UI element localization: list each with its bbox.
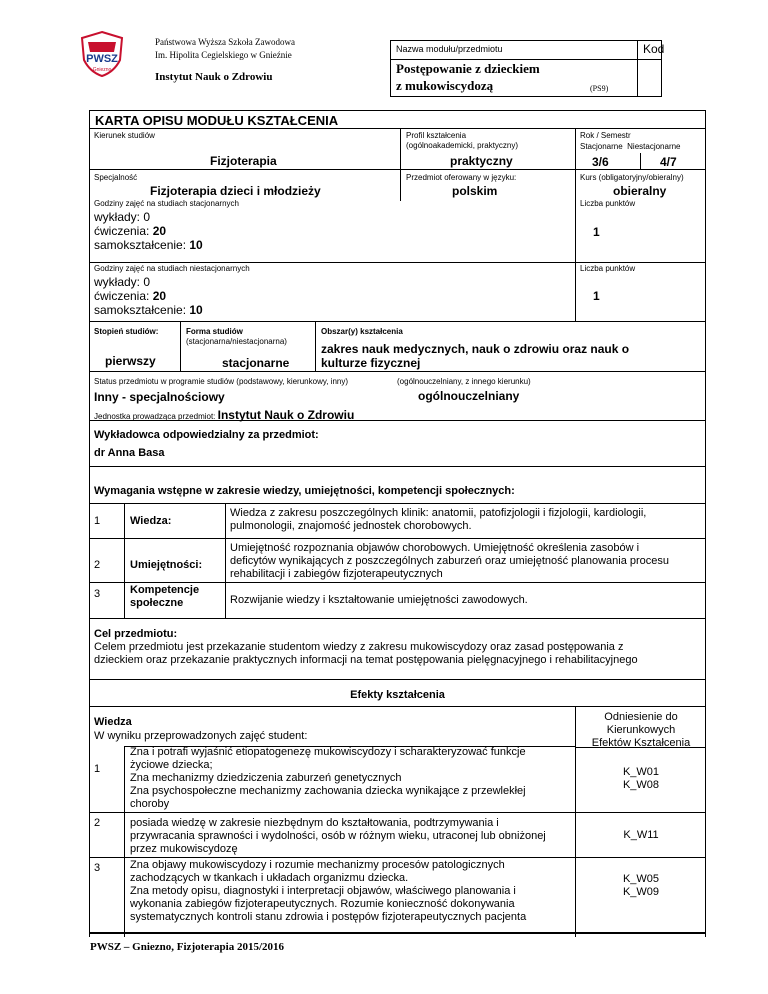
year-stationary-value: 3/6 [592, 155, 609, 169]
effect-references [576, 873, 706, 899]
reference-header-line: Odniesienie do [604, 711, 678, 723]
effect-text-line: choroby [130, 798, 170, 810]
effect-text-line: Zna psychospołeczne mechanizmy zachowania dziecka wynikające z przewlekłej [130, 785, 526, 797]
general-value: ogólnouczelniany [418, 389, 520, 403]
effects-heading: Efekty kształcenia [350, 689, 445, 701]
effect-reference: K_W01 [622, 766, 660, 778]
area-value-line1: zakres nauk medycznych, nauk o zdrowiu oraz nauk o [321, 342, 630, 356]
area-value-line2: kulturze fizycznej [321, 356, 421, 370]
requirement-label [130, 584, 199, 610]
lecturer-heading: Wykładowca odpowiedzialny za przedmiot: [94, 429, 319, 441]
year-nonstationary-value: 4/7 [660, 155, 677, 169]
effect-text-line: życiowe dziecka; [130, 759, 213, 771]
hours-nonstationary-self-study [94, 303, 203, 317]
effect-reference: K_W08 [622, 779, 660, 791]
self-study-label: samokształcenie: [94, 238, 190, 252]
effect-number: 3 [94, 862, 101, 874]
form-label-1: Forma studiów [186, 327, 243, 336]
effect-text [130, 817, 546, 856]
course-type-label: Kurs (obligatoryjny/obieralny) [580, 173, 684, 182]
profile-value: praktyczny [450, 154, 513, 168]
specialty-value: Fizjoterapia dzieci i młodzieży [150, 184, 321, 198]
requirement-text-line: Umiejętność rozpoznania objawów chorobowych. Umiejętność określenia zasobów i [230, 542, 640, 554]
goal-text-line: dzieckiem oraz przekazanie praktycznych informacji na temat postępowania pielęgnacyjnego i rehabilitacyjnego [94, 654, 638, 666]
effect-number: 2 [94, 817, 101, 829]
requirement-text-line: deficytów wynikających z poszczególnych zaburzeń oraz umiejętność planowania procesu [230, 555, 670, 567]
reference-header-line: Efektów Kształcenia [591, 737, 691, 749]
general-label: (ogólnouczelniany, z innego kierunku) [397, 377, 531, 386]
requirement-label-line: społeczne [130, 597, 184, 609]
logo-text: PWSZ [86, 53, 118, 65]
reference-header-line: Kierunkowych [606, 724, 676, 736]
requirement-number: 3 [94, 588, 101, 600]
requirement-label: Umiejętności: [130, 559, 203, 571]
exercises-label: ćwiczenia: [94, 289, 153, 303]
points-stationary-value: 1 [593, 225, 600, 239]
teaching-unit-label: Jednostka prowadząca przedmiot: [94, 412, 218, 421]
requirement-text [230, 507, 646, 533]
effect-reference: K_W11 [623, 829, 659, 841]
effect-text-line: systematycznych kontroli stanu zdrowia i postępów fizjoterapeutycznych pacjenta [130, 911, 527, 923]
goal-text [94, 641, 638, 667]
language-value: polskim [452, 184, 498, 198]
status-label: Status przedmiotu w programie studiów (podstawowy, kierunkowy, inny) [94, 377, 349, 386]
exercises-label: ćwiczenia: [94, 224, 153, 238]
hours-stationary-lectures: wykłady: 0 [94, 210, 151, 224]
exercises-value: 20 [152, 289, 167, 303]
requirement-text-line: Wiedza z zakresu poszczególnych klinik: anatomii, patofizjologii i fizjologii, kardiologii, [230, 507, 647, 519]
year-semester-label: Rok / Semestr [580, 131, 631, 140]
points-label-nonstationary: Liczba punktów [580, 264, 636, 273]
status-value: Inny - specjalnościowy [94, 390, 225, 404]
module-name-line2: z mukowiscydozą [396, 78, 494, 93]
effect-text [130, 859, 526, 924]
effect-text-line: Zna mechanizmy dziedziczenia zaburzeń genetycznych [130, 772, 402, 784]
effect-text-line: Zna metody opisu, diagnostyki i interpretacji objawów, właściwego planowania i [130, 885, 516, 897]
effect-text-line: przywracania sprawności i wydolności, osób w różnym wieku, utraconej lub obniżonej [130, 830, 546, 842]
field-of-study-label: Kierunek studiów [94, 131, 155, 140]
effect-references [576, 766, 706, 792]
requirements-heading: Wymagania wstępne w zakresie wiedzy, umiejętności, kompetencji społecznych: [94, 485, 515, 497]
effect-text [130, 746, 526, 811]
form-label-2: (stacjonarna/niestacjonarna) [186, 337, 287, 346]
points-label-stationary: Liczba punktów [580, 199, 636, 208]
lecturer-name: dr Anna Basa [94, 447, 165, 459]
points-nonstationary-value: 1 [593, 289, 600, 303]
hours-stationary-label: Godziny zajęć na studiach stacjonarnych [94, 199, 239, 208]
requirement-text-line: pulmonologii, znajomość jednostek chorobowych. [230, 520, 472, 532]
form-value: stacjonarne [222, 356, 290, 370]
institute-name: Instytut Nauk o Zdrowiu [155, 71, 273, 83]
language-label: Przedmiot oferowany w języku: [406, 173, 517, 182]
self-study-label: samokształcenie: [94, 303, 190, 317]
code-label: Kod [643, 42, 665, 56]
specialty-label: Specjalność [94, 173, 138, 182]
effect-text-line: przez mukowiscydozę [130, 843, 238, 855]
requirement-label: Wiedza: [130, 515, 172, 527]
effect-reference: K_W09 [622, 886, 660, 898]
hours-stationary-self-study [94, 238, 203, 252]
field-of-study-value: Fizjoterapia [210, 154, 277, 168]
module-name-line1: Postępowanie z dzieckiem [396, 61, 540, 76]
knowledge-heading: Wiedza [94, 716, 132, 728]
school-logo [78, 30, 126, 78]
card-title: KARTA OPISU MODUŁU KSZTAŁCENIA [95, 113, 339, 128]
study-mode-label: Stacjonarne Niestacjonarne [580, 142, 681, 151]
goal-heading: Cel przedmiotu: [94, 628, 178, 640]
course-type-value: obieralny [613, 184, 667, 198]
profile-label-1: Profil kształcenia [406, 131, 467, 140]
goal-text-line: Celem przedmiotu jest przekazanie studentom wiedzy z zakresu mukowiscydozy oraz zasad postępowania z [94, 641, 624, 653]
effect-text-line: posiada wiedzę w zakresie niezbędnym do kształtowania, podtrzymywania i [130, 817, 499, 829]
effect-text-line: Zna objawy mukowiscydozy i rozumie mechanizmy procesów patologicznych [130, 859, 505, 871]
area-label: Obszar(y) kształcenia [321, 327, 403, 336]
effect-number: 1 [94, 763, 101, 775]
hours-nonstationary-label: Godziny zajęć na studiach niestacjonarnych [94, 264, 250, 273]
effect-reference: K_W05 [622, 873, 660, 885]
school-name-line2: Im. Hipolita Cegielskiego w Gnieźnie [155, 50, 292, 60]
requirement-label-line: Kompetencje [130, 584, 200, 596]
effect-text-line: Zna i potrafi wyjaśnić etiopatogenezę mukowiscydozy i scharakteryzować funkcje [130, 746, 526, 758]
requirement-text-line: rehabilitacji i zabiegów fizjoterapeutycznych [230, 568, 443, 580]
degree-label: Stopień studiów: [94, 327, 159, 336]
effect-text-line: zachodzących w tkankach i układach organizmu dziecka. [130, 872, 409, 884]
module-code: (PS9) [590, 84, 609, 93]
self-study-value: 10 [189, 238, 203, 252]
requirement-number: 2 [94, 559, 101, 571]
self-study-value: 10 [189, 303, 203, 317]
logo-subtext: Gniezno [92, 67, 112, 73]
degree-value: pierwszy [105, 354, 156, 368]
requirement-text: Rozwijanie wiedzy i kształtowanie umiejętności zawodowych. [230, 594, 528, 606]
reference-header [576, 711, 706, 750]
module-name-label: Nazwa modułu/przedmiotu [396, 44, 503, 54]
hours-nonstationary-lectures: wykłady: 0 [94, 275, 151, 289]
hours-nonstationary-exercises [94, 289, 166, 303]
exercises-value: 20 [152, 224, 167, 238]
profile-label-2: (ogólnoakademicki, praktyczny) [406, 141, 519, 150]
footer-text: PWSZ – Gniezno, Fizjoterapia 2015/2016 [90, 941, 285, 953]
teaching-unit [94, 406, 354, 424]
requirement-number: 1 [94, 515, 101, 527]
teaching-unit-value: Instytut Nauk o Zdrowiu [217, 408, 355, 422]
hours-stationary-exercises [94, 224, 166, 238]
school-name-line1: Państwowa Wyższa Szkoła Zawodowa [155, 37, 296, 47]
requirement-text [230, 542, 669, 581]
knowledge-intro: W wyniku przeprowadzonych zajęć student: [94, 730, 308, 742]
effect-text-line: wykonania zabiegów fizjoterapeutycznych. Rozumie konieczność dokonywania [130, 898, 515, 910]
